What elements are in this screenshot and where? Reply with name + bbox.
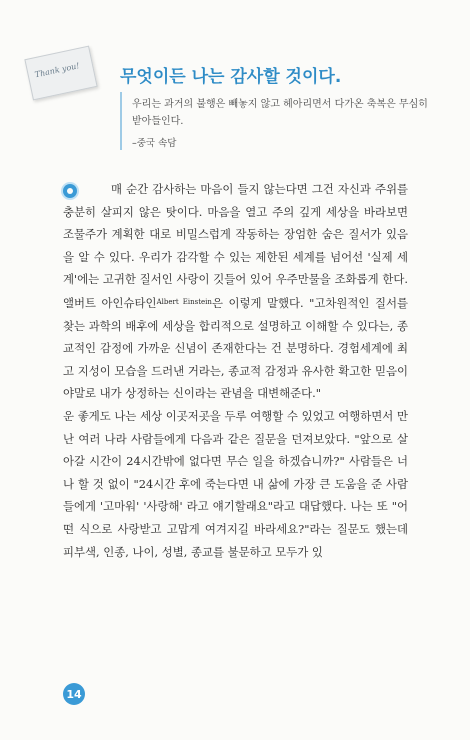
quote-divider: [120, 92, 122, 150]
thank-you-card-image: [24, 46, 97, 101]
body-text: [63, 178, 408, 563]
epigraph-quote: 우리는 과거의 불행은 빼놓지 않고 헤아리면서 다가온 축복은 무심히 받아들인다.: [132, 99, 428, 127]
paragraph-1-text-b: 은 이렇게 말했다. "고차원적인 질서를 찾는 과학의 배후에 세상을 합리적으로 설명하고 이해할 수 있다는, 종교적인 감정에 가까운 신념이 존재한다는 건 분명하다. 경험세계에 최고 지성이 모습을 드러낸 거라는, 종교적 감정과 유사한 확고한 믿음이야말로 내가 상정하는 신이라는 관념을 대변해준다.": [63, 295, 408, 401]
chapter-title: 무엇이든 나는 감사할 것이다.: [120, 67, 342, 87]
paragraph-1: [63, 178, 408, 405]
card-handwriting: Thank you!: [33, 61, 81, 80]
paragraph-2: 운 좋게도 나는 세상 이곳저곳을 두루 여행할 수 있었고 여행하면서 만난 여러 나라 사람들에게 다음과 같은 질문을 던져보았다. "앞으로 살아갈 시간이 24시간밖에 없다면 무슨 일을 하겠습니까?" 사람들은 너 나 할 것 없이 "24시간 후에 죽는다면 내 삶에 가장 큰 도움을 준 사람들에게 '고마워' '사랑해' 라고 얘기할래요"라고 대답했다. 나는 또 "어떤 식으로 사랑받고 고맙게 여겨지길 바라세요?"라는 질문도 했는데 피부색, 인종, 나이, 성별, 종교를 불문하고 모두가 있: [63, 408, 408, 559]
epigraph-source: –중국 속담: [132, 138, 177, 149]
page-number: 14: [63, 683, 85, 705]
einstein-name-english: Albert Einstein: [156, 297, 212, 306]
paragraph-1-text-a: 매 순간 감사하는 마음이 들지 않는다면 그건 자신과 주위를 충분히 살피지 않은 탓이다. 마음을 열고 주의 깊게 세상을 바라보면 조물주가 계획한 대로 비밀스럽게 작동하는 장엄한 숨은 질서가 있음을 알 수 있다. 우리가 감각할 수 있는 제한된 세계를 넘어선 '실제 세계'에는 고귀한 질서인 사랑이 깃들어 있어 우주만물을 조화롭게 한다. 앨버트 아인슈타인: [63, 182, 408, 310]
